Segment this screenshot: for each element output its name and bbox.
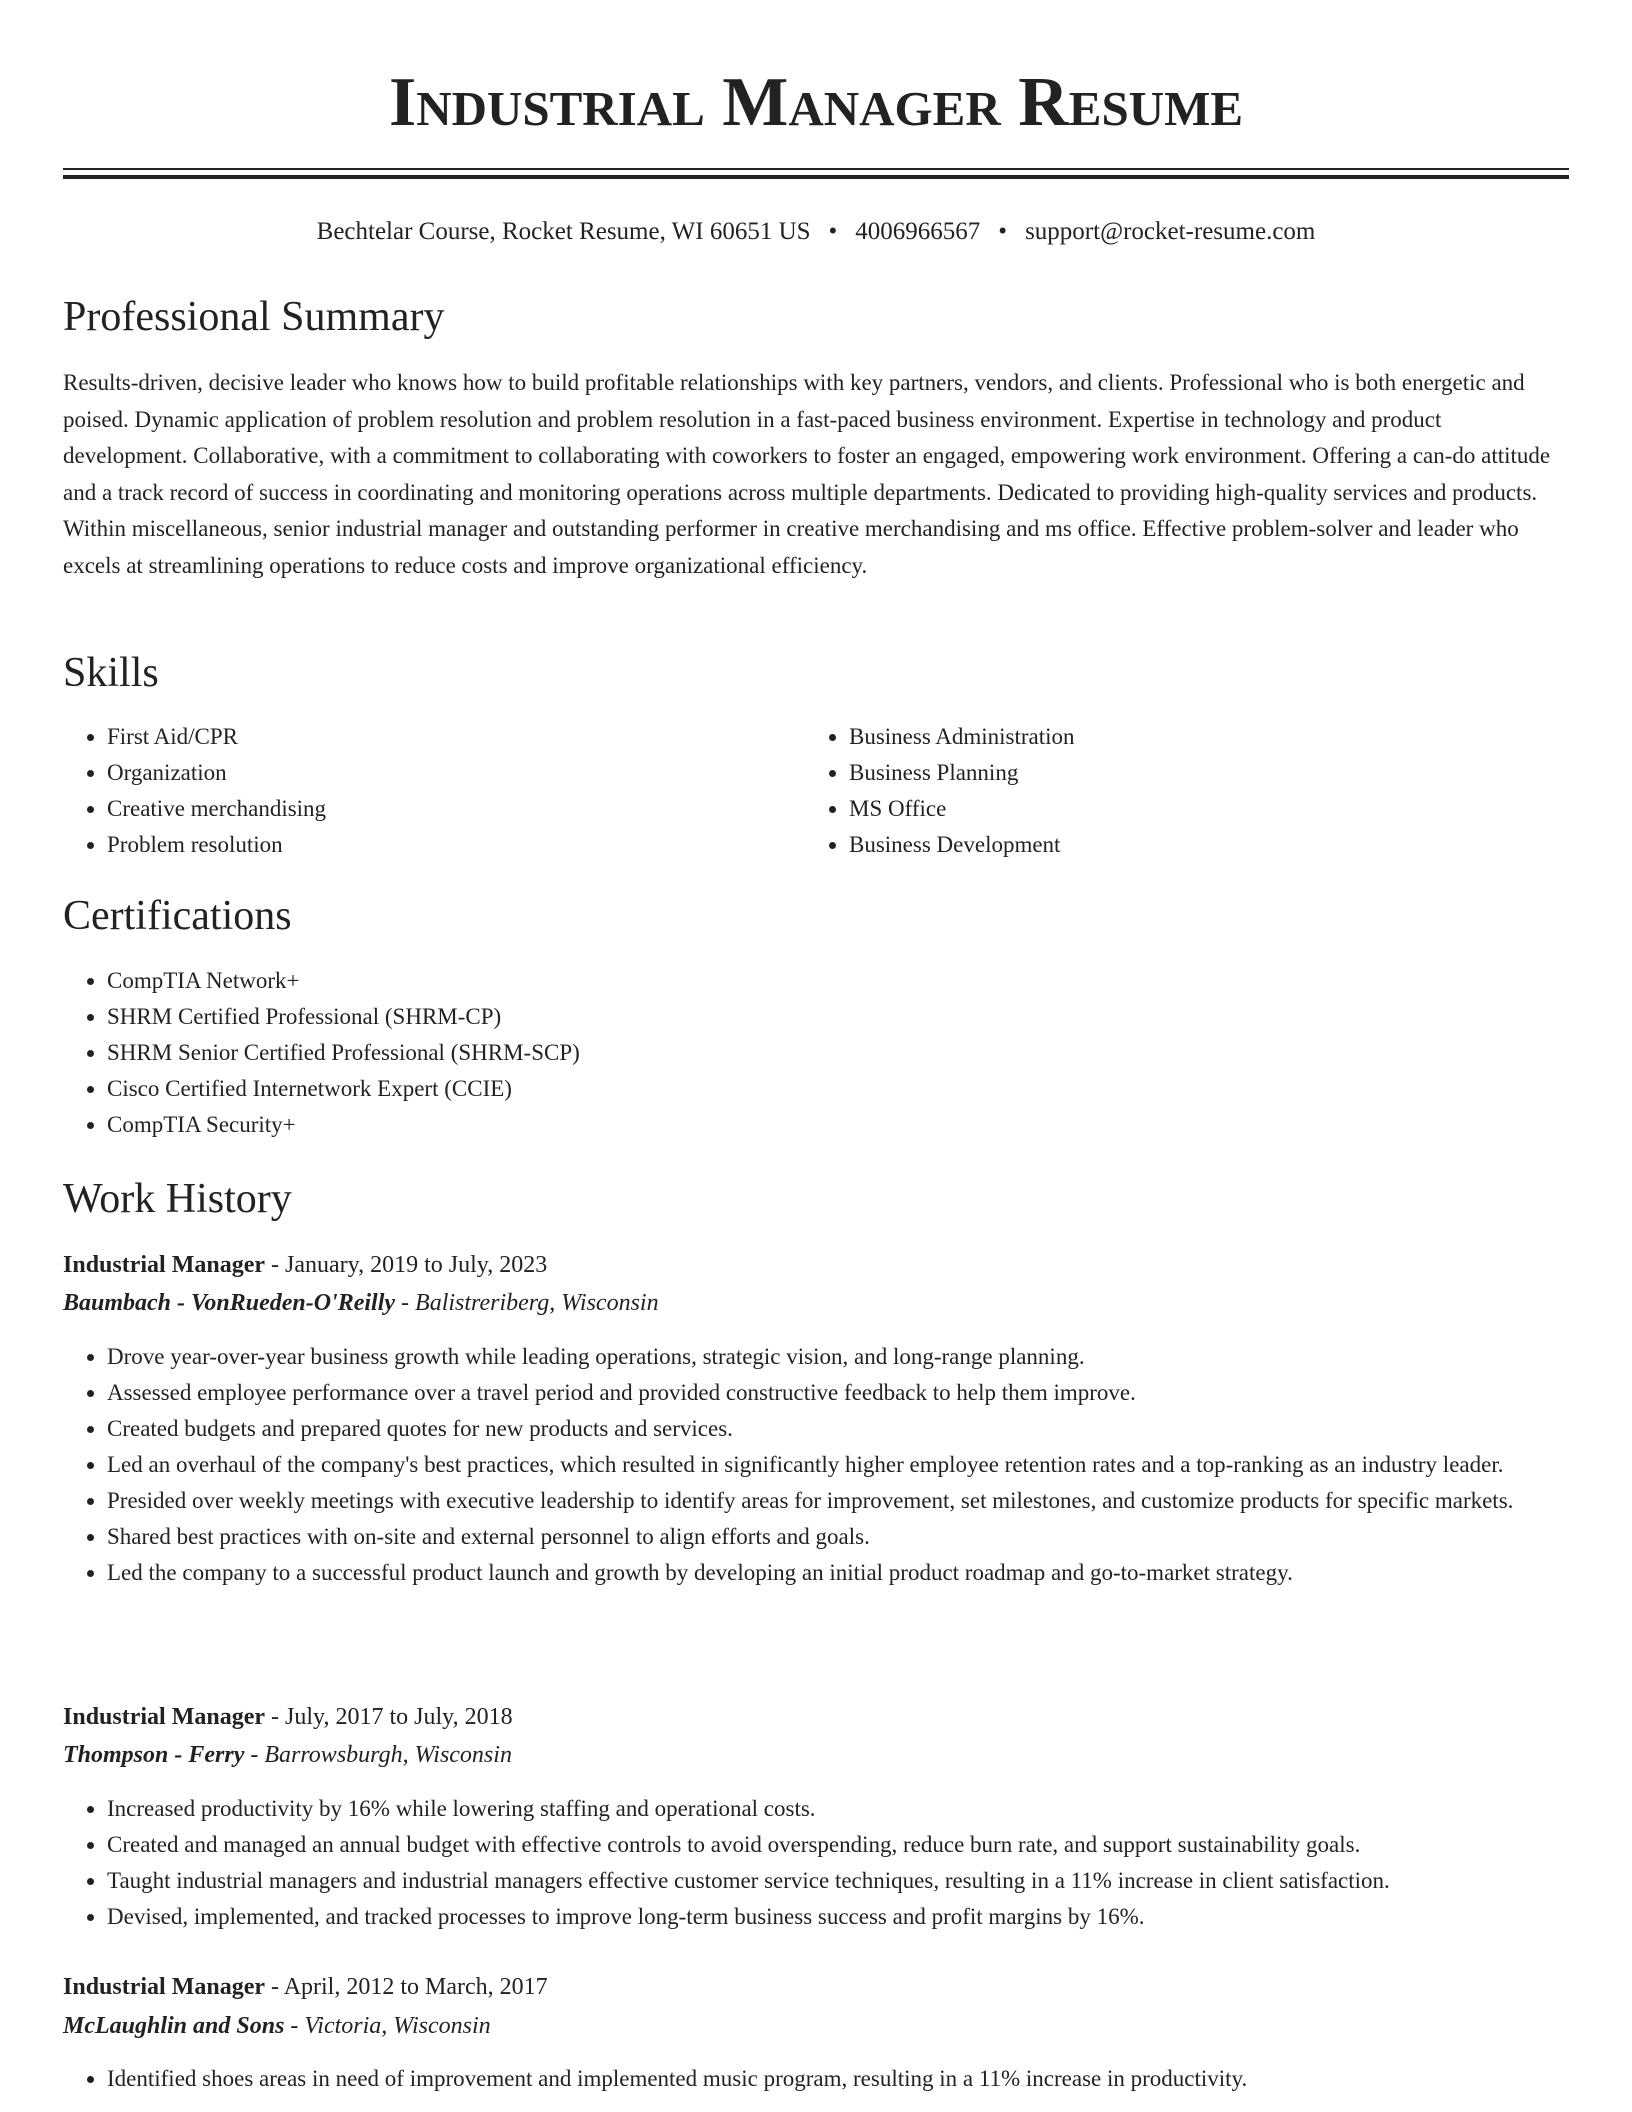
job-bullets [63,1791,1613,1935]
job-bullet: • Assessed employee performance over a travel period and provided constructive feedback to help them improve. [107,1375,1613,1411]
certification-item: • SHRM Certified Professional (SHRM-CP) [107,999,1613,1035]
contact-phone: 4006966567 [855,218,981,245]
job-company-line: Thompson - Ferry - Barrowsburgh, Wisconsin [63,1742,512,1768]
contact-separator: • [998,218,1008,245]
job-company: Baumbach - VonRueden-O'Reilly [63,1290,396,1316]
job-bullet: • Led the company to a successful product launch and growth by developing an initial product roadmap and go-to-market strategy. [107,1555,1613,1591]
resume-title: Industrial Manager Resume [388,64,1244,141]
summary-heading: Professional Summary [63,294,445,340]
job-dates: July, 2017 to July, 2018 [285,1704,513,1730]
job-title-line: Industrial Manager - July, 2017 to July, 2018 [63,1704,513,1730]
certification-item: • CompTIA Network+ [107,963,1613,999]
skills-list-right [805,719,1549,863]
title-divider-thick [63,175,1569,179]
skill-item: • Problem resolution [107,827,807,863]
job-bullet: • Taught industrial managers and industrial managers effective customer service techniques, resulting in a 11% increase in client satisfaction. [107,1863,1613,1899]
certification-item: • SHRM Senior Certified Professional (SHRM-SCP) [107,1035,1613,1071]
certifications-heading: Certifications [63,893,292,939]
job-title: Industrial Manager [63,1252,266,1278]
contact-separator: • [828,218,838,245]
work-history-heading: Work History [63,1176,292,1222]
job-bullet: • Devised, implemented, and tracked processes to improve long-term business success and profit margins by 16%. [107,1899,1613,1935]
job-location: Barrowsburgh, Wisconsin [264,1742,512,1768]
skill-item: • First Aid/CPR [107,719,807,755]
job-title: Industrial Manager [63,1974,266,2000]
certification-item: • Cisco Certified Internetwork Expert (CCIE) [107,1071,1613,1107]
contact-address: Bechtelar Course, Rocket Resume, WI 60651 US [316,218,811,245]
job-bullet: • Increased productivity by 16% while lowering staffing and operational costs. [107,1791,1613,1827]
skills-heading: Skills [63,650,159,696]
job-company: Thompson - Ferry [63,1742,245,1768]
job-bullet: • Drove year-over-year business growth while leading operations, strategic vision, and long-range planning. [107,1339,1613,1375]
job-location: Victoria, Wisconsin [304,2013,491,2039]
job-title-line: Industrial Manager - April, 2012 to March, 2017 [63,1974,548,2000]
job-bullets [63,1339,1613,1591]
contact-email: support@rocket-resume.com [1025,218,1316,245]
job-company: McLaughlin and Sons [63,2013,285,2039]
job-bullets [63,2061,1613,2097]
skills-list-left [63,719,807,863]
job-company-line: McLaughlin and Sons - Victoria, Wisconsin [63,2013,491,2039]
job-bullet: • Identified shoes areas in need of improvement and implemented music program, resulting in a 11% increase in productivity. [107,2061,1613,2097]
job-bullet: • Led an overhaul of the company's best practices, which resulted in significantly higher employee retention rates and a top-ranking as an industry leader. [107,1447,1613,1483]
job-title-line: Industrial Manager - January, 2019 to July, 2023 [63,1252,548,1278]
skill-item: • Business Administration [849,719,1549,755]
contact-line [0,214,1632,250]
job-dates: January, 2019 to July, 2023 [285,1252,548,1278]
summary-text: Results-driven, decisive leader who knows how to build profitable relationships with key partners, vendors, and clients. Professional who is both energetic and poised. Dynamic application of problem resolution and problem resolution in a fast-paced business environment. Expertise in technology and product development. Collaborative, with a commitment to collaborating with coworkers to foster an engaged, empowering work environment. Offering a can-do attitude and a track record of success in coordinating and monitoring operations across multiple departments. Dedicated to providing high-quality services and products. Within miscellaneous, senior industrial manager and outstanding performer in creative merchandising and ms office. Effective problem-solver and leader who excels at streamlining operations to reduce costs and improve organizational efficiency. [63,370,1551,578]
title-divider-thin [63,168,1569,170]
job-company-line: Baumbach - VonRueden-O'Reilly - Balistreriberg, Wisconsin [63,1290,659,1316]
job-location: Balistreriberg, Wisconsin [415,1290,659,1316]
job-bullet: • Created budgets and prepared quotes for new products and services. [107,1411,1613,1447]
certifications-list [63,963,1613,1143]
skill-item: • Business Development [849,827,1549,863]
job-dates: April, 2012 to March, 2017 [283,1974,548,2000]
skill-item: • MS Office [849,791,1549,827]
job-bullet: • Presided over weekly meetings with executive leadership to identify areas for improvement, set milestones, and customize products for specific markets. [107,1483,1613,1519]
certification-item: • CompTIA Security+ [107,1107,1613,1143]
skill-item: • Creative merchandising [107,791,807,827]
job-bullet: • Shared best practices with on-site and external personnel to align efforts and goals. [107,1519,1613,1555]
job-title: Industrial Manager [63,1704,266,1730]
skill-item: • Organization [107,755,807,791]
job-bullet: • Created and managed an annual budget with effective controls to avoid overspending, reduce burn rate, and support sustainability goals. [107,1827,1613,1863]
skill-item: • Business Planning [849,755,1549,791]
